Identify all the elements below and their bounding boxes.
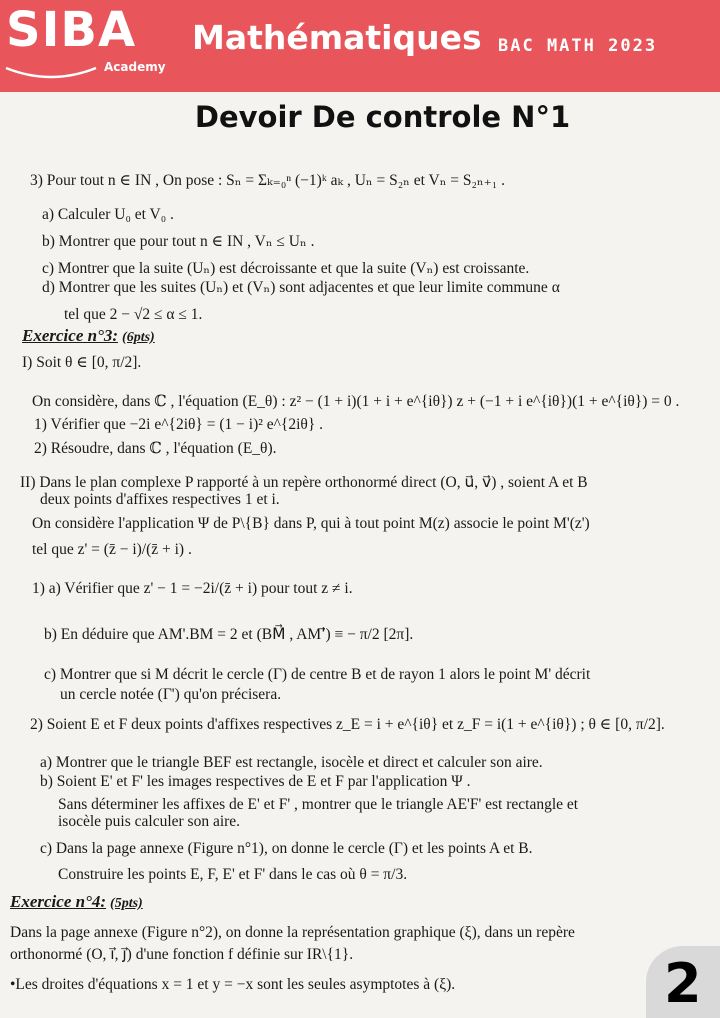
exercise-3-heading: [22, 326, 155, 346]
question-3d-line1: d) Montrer que les suites (Uₙ) et (Vₙ) sont adjacentes et que leur limite commune α: [42, 279, 560, 296]
part-2-line4: tel que z' = (z̄ − i)/(z̄ + i) .: [32, 541, 192, 558]
page-title: Devoir De controle N°1: [194, 100, 571, 134]
exercise-4-line1: Dans la page annexe (Figure n°2), on donne la représentation graphique (ξ), dans un repère: [10, 924, 575, 941]
exercise-4-line2: orthonormé (O, i⃗, j⃗) d'une fonction f définie sur IR\{1}.: [10, 946, 354, 963]
part-1-intro: I) Soit θ ∈ [0, π/2].: [22, 354, 142, 371]
question-3b: b) Montrer que pour tout n ∈ IN , Vₙ ≤ Uₙ .: [42, 233, 315, 250]
question-II-2c-line1: c) Dans la page annexe (Figure n°1), on donne le cercle (Γ) et les points A et B.: [40, 840, 533, 857]
question-3d-line2: tel que 2 − √2 ≤ α ≤ 1.: [64, 306, 203, 323]
exercise-4-title: Exercice n°4:: [10, 892, 107, 911]
question-3c: c) Montrer que la suite (Uₙ) est décroissante et que la suite (Vₙ) est croissante.: [42, 260, 530, 277]
exercise-4-heading: [10, 892, 143, 912]
exercise-3-points: (6pts): [122, 330, 155, 345]
part-2-line3: On considère l'application Ψ de P\{B} dans P, qui à tout point M(z) associe le point M'(z'): [32, 515, 590, 532]
brand-logo: SIBA: [6, 2, 137, 58]
question-II-2b-line3: isocèle puis calculer son aire.: [58, 813, 241, 830]
question-I-1: 1) Vérifier que −2i e^{2iθ} = (1 − i)² e^{2iθ} .: [34, 416, 324, 433]
exam-label: BAC MATH 2023: [498, 36, 658, 56]
exercise-3-title: Exercice n°3:: [22, 326, 119, 345]
header-banner: [0, 0, 720, 92]
question-3: 3) Pour tout n ∈ IN , On pose : Sₙ = Σₖ₌₀ⁿ (−1)ᵏ aₖ , Uₙ = S₂ₙ et Vₙ = S₂ₙ₊₁ .: [30, 172, 505, 189]
question-I-2: 2) Résoudre, dans ℂ , l'équation (E_θ).: [34, 440, 277, 457]
question-II-2b-line1: b) Soient E' et F' les images respectives de E et F par l'application Ψ .: [40, 773, 471, 790]
question-II-1b: b) En déduire que AM'.BM = 2 et (BM⃗ , AM'⃗) ≡ − π/2 [2π].: [44, 626, 414, 643]
page-number-badge: [646, 946, 720, 1018]
page-number: 2: [664, 952, 702, 1015]
question-II-1a: 1) a) Vérifier que z' − 1 = −2i/(z̄ + i) pour tout z ≠ i.: [32, 580, 353, 597]
subject-title: Mathématiques: [192, 18, 482, 57]
part-2-line2: deux points d'affixes respectives 1 et i.: [40, 491, 280, 508]
logo-swoosh-icon: [4, 64, 98, 80]
question-II-2b-line2: Sans déterminer les affixes de E' et F' , montrer que le triangle AE'F' est rectangle et: [58, 796, 579, 813]
exercise-4-points: (5pts): [110, 896, 143, 911]
question-II-1c-line1: c) Montrer que si M décrit le cercle (Γ) de centre B et de rayon 1 alors le point M' décrit: [44, 666, 591, 683]
question-II-1c-line2: un cercle notée (Γ') qu'on précisera.: [60, 686, 282, 703]
brand-subtitle: Academy: [104, 60, 166, 74]
question-II-2a: a) Montrer que le triangle BEF est rectangle, isocèle et direct et calculer son aire.: [40, 754, 543, 771]
question-3a: a) Calculer U₀ et V₀ .: [42, 206, 174, 223]
part-2-line1: II) Dans le plan complexe P rapporté à un repère orthonormé direct (O, u⃗, v⃗) , soient A et B: [20, 474, 588, 491]
exercise-4-line3: •Les droites d'équations x = 1 et y = −x sont les seules asymptotes à (ξ).: [10, 976, 456, 993]
equation-e-theta: On considère, dans ℂ , l'équation (E_θ) : z² − (1 + i)(1 + i + e^{iθ}) z + (−1 + i e^{iθ})(1 + e^{iθ}) = 0 .: [32, 393, 680, 410]
question-II-2c-line2: Construire les points E, F, E' et F' dans le cas où θ = π/3.: [58, 866, 408, 883]
question-II-2: 2) Soient E et F deux points d'affixes respectives z_E = i + e^{iθ} et z_F = i(1 + e^{iθ}) ; θ ∈ [0, π/2].: [30, 716, 665, 733]
